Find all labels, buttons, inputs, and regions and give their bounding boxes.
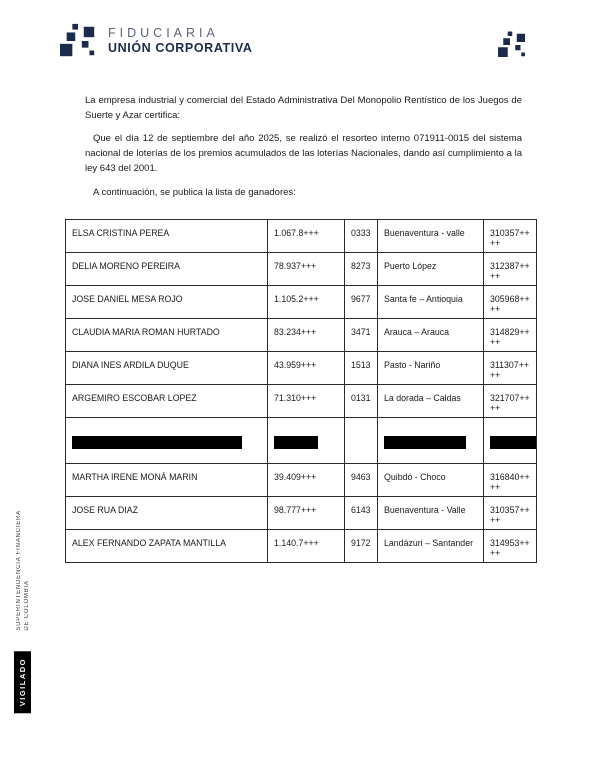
table-row	[66, 319, 537, 352]
table-cell-city: Pasto - Nariño	[378, 352, 484, 385]
table-cell-name: ARGEMIRO ESCOBAR LOPEZ	[66, 385, 268, 418]
paragraph-lista-ganadores: A continuación, se publica la lista de ganadores:	[93, 186, 296, 198]
corner-logo-icon	[498, 30, 528, 60]
table-cell-amount: 71.310+++	[268, 385, 345, 418]
table-cell-name: DIANA INES ARDILA DUQUE	[66, 352, 268, 385]
table-cell-name: ALEX FERNANDO ZAPATA MANTILLA	[66, 530, 268, 563]
redaction-bar	[384, 436, 466, 449]
table-row	[66, 286, 537, 319]
table-cell-name: JOSE RUA DIAZ	[66, 497, 268, 530]
redaction-bar	[72, 436, 242, 449]
fiduciaria-logo-icon	[60, 22, 98, 60]
table-cell-serial: 314953++++	[484, 530, 537, 563]
table-cell-serial	[484, 418, 537, 464]
table-row	[66, 497, 537, 530]
table-row	[66, 352, 537, 385]
table-cell-serial: 310357++++	[484, 497, 537, 530]
winners-table-body	[66, 220, 537, 563]
certificate-body	[85, 94, 522, 209]
table-cell-name: DELIA MORENO PEREIRA	[66, 253, 268, 286]
table-cell-code: 6143	[345, 497, 378, 530]
table-cell-amount: 1.067.8+++	[268, 220, 345, 253]
table-cell-name: JOSE DANIEL MESA ROJO	[66, 286, 268, 319]
table-cell-amount: 83.234+++	[268, 319, 345, 352]
table-cell-amount: 1.140.7+++	[268, 530, 345, 563]
table-cell-city: Puerto López	[378, 253, 484, 286]
table-cell-serial: 316840++++	[484, 464, 537, 497]
winners-table	[65, 219, 537, 563]
table-row	[66, 220, 537, 253]
table-cell-amount: 1.105.2+++	[268, 286, 345, 319]
table-cell-name: CLAUDIA MARIA ROMAN HURTADO	[66, 319, 268, 352]
table-row	[66, 253, 537, 286]
paragraph-certifica: La empresa industrial y comercial del Estado Administrativa Del Monopolio Rentístico de los Juegos de Suerte y Azar certifica:	[85, 95, 522, 121]
table-cell-amount	[268, 418, 345, 464]
table-cell-code: 3471	[345, 319, 378, 352]
table-cell-code: 0131	[345, 385, 378, 418]
superintendencia-line2: DE COLOMBIA	[23, 580, 30, 631]
table-cell-serial: 314829++++	[484, 319, 537, 352]
table-cell-amount: 39.409+++	[268, 464, 345, 497]
table-row	[66, 464, 537, 497]
table-cell-code	[345, 418, 378, 464]
brand-name-line2: UNIÓN CORPORATIVA	[108, 41, 253, 55]
table-cell-name	[66, 418, 268, 464]
fiduciaria-logo	[60, 22, 252, 60]
redaction-bar	[490, 436, 537, 449]
brand-name-line1: FIDUCIARIA	[108, 26, 219, 40]
table-cell-city: Landázuri – Santander	[378, 530, 484, 563]
table-cell-city: Quibdó - Choco	[378, 464, 484, 497]
table-cell-serial: 312387++++	[484, 253, 537, 286]
table-cell-serial: 310357++++	[484, 220, 537, 253]
table-cell-serial: 305968++++	[484, 286, 537, 319]
table-cell-code: 9677	[345, 286, 378, 319]
table-cell-city: Arauca – Arauca	[378, 319, 484, 352]
table-cell-city: Santa fe – Antioquia	[378, 286, 484, 319]
table-cell-city	[378, 418, 484, 464]
vigilado-stamp: VIGILADO	[14, 651, 31, 713]
table-cell-amount: 78.937+++	[268, 253, 345, 286]
table-cell-code: 9463	[345, 464, 378, 497]
table-cell-code: 1513	[345, 352, 378, 385]
table-row	[66, 530, 537, 563]
table-cell-code: 0333	[345, 220, 378, 253]
table-cell-amount: 43.959+++	[268, 352, 345, 385]
paragraph-resorteo: Que el día 12 de septiembre del año 2025, se realizó el resorteo interno 071911-0015 del sistema nacional de loterías de los premios acumulados de las loterías Nacionales, dando así cumplimiento a la ley 643 del 2001.	[85, 133, 522, 174]
table-cell-city: Buenaventura - valle	[378, 220, 484, 253]
table-cell-serial: 321707++++	[484, 385, 537, 418]
vigilado-sidebar	[14, 510, 31, 713]
table-cell-serial: 311307++++	[484, 352, 537, 385]
brand-wordmark	[108, 26, 252, 56]
table-row	[66, 385, 537, 418]
table-cell-city: Buenaventura - Valle	[378, 497, 484, 530]
table-cell-code: 9172	[345, 530, 378, 563]
table-cell-city: La dorada – Caldas	[378, 385, 484, 418]
table-row-redacted	[66, 418, 537, 464]
table-cell-amount: 98.777+++	[268, 497, 345, 530]
table-cell-code: 8273	[345, 253, 378, 286]
superintendencia-label	[16, 510, 30, 631]
redaction-bar	[274, 436, 318, 449]
table-cell-name: MARTHA IRENE MONÁ MARIN	[66, 464, 268, 497]
table-cell-name: ELSA CRISTINA PEREA	[66, 220, 268, 253]
superintendencia-line1: SUPERINTENDENCIA FINANCIERA	[15, 510, 22, 631]
